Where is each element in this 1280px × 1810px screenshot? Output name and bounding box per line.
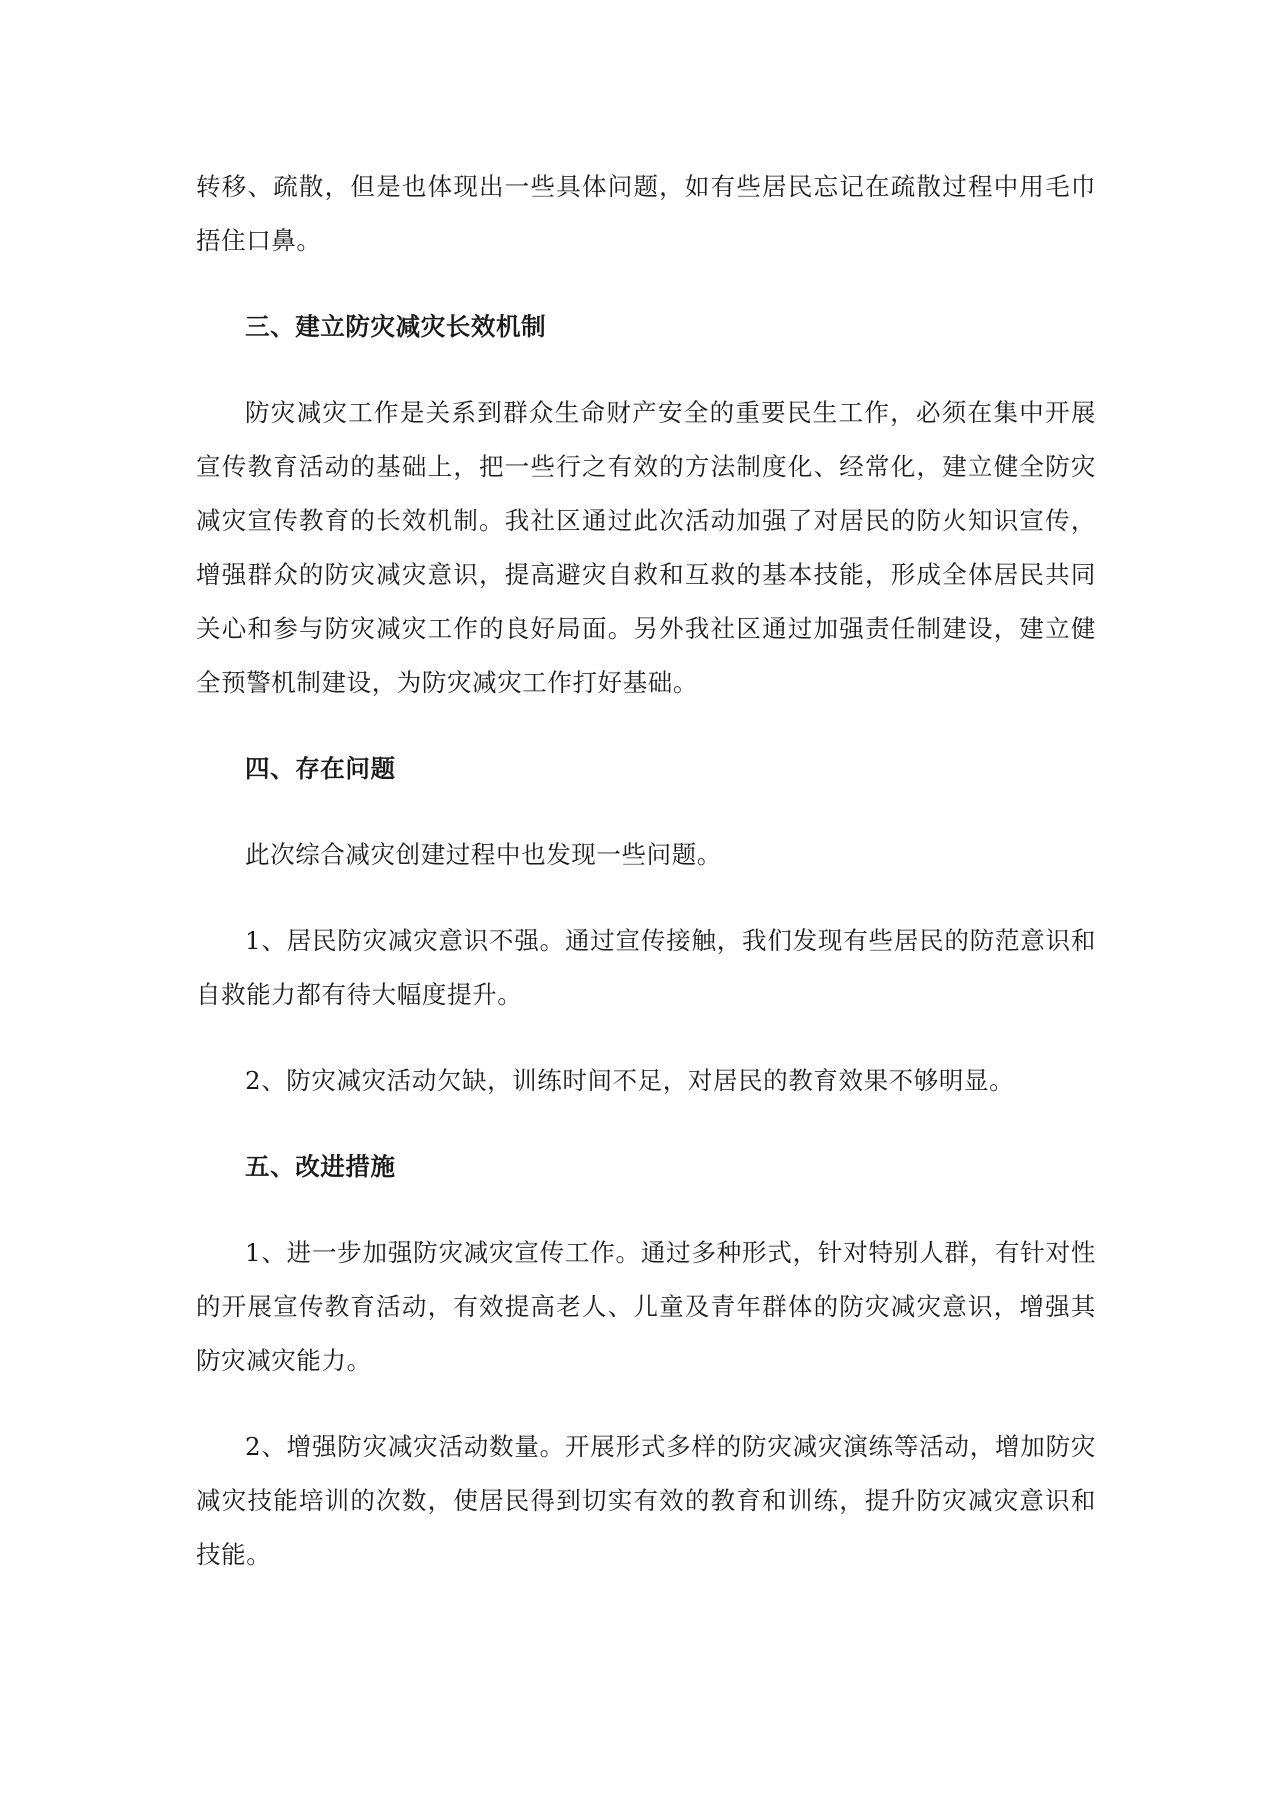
section-5-item-2: 2、增强防灾减灾活动数量。开展形式多样的防灾减灾演练等活动，增加防灾减灾技能培训的次数，使居民得到切实有效的教育和训练，提升防灾减灾意识和技能。 — [196, 1432, 1096, 1569]
document-body — [196, 160, 1096, 1614]
section-4-heading: 四、存在问题 — [245, 754, 396, 783]
section-3-heading: 三、建立防灾减灾长效机制 — [245, 312, 547, 341]
section-4-intro: 此次综合减灾创建过程中也发现一些问题。 — [245, 840, 722, 869]
section-5-item-1: 1、进一步加强防灾减灾宣传工作。通过多种形式，针对特别人群，有针对性的开展宣传教育活动，有效提高老人、儿童及青年群体的防灾减灾意识，增强其防灾减灾能力。 — [196, 1238, 1096, 1375]
section-4-item-2: 2、防灾减灾活动欠缺，训练时间不足，对居民的教育效果不够明显。 — [245, 1066, 1015, 1095]
section-3-paragraph: 防灾减灾工作是关系到群众生命财产安全的重要民生工作，必须在集中开展宣传教育活动的基础上，把一些行之有效的方法制度化、经常化，建立健全防灾减灾宣传教育的长效机制。我社区通过此次活动加强了对居民的防火知识宣传，增强群众的防灾减灾意识，提高避灾自救和互救的基本技能，形成全体居民共同关心和参与防灾减灾工作的良好局面。另外我社区通过加强责任制建设，建立健全预警机制建设，为防灾减灾工作打好基础。 — [196, 398, 1096, 697]
continuation-paragraph: 转移、疏散，但是也体现出一些具体问题，如有些居民忘记在疏散过程中用毛巾捂住口鼻。 — [196, 172, 1096, 255]
section-5-heading: 五、改进措施 — [245, 1152, 396, 1181]
section-4-item-1: 1、居民防灾减灾意识不强。通过宣传接触，我们发现有些居民的防范意识和自救能力都有待大幅度提升。 — [196, 926, 1096, 1009]
